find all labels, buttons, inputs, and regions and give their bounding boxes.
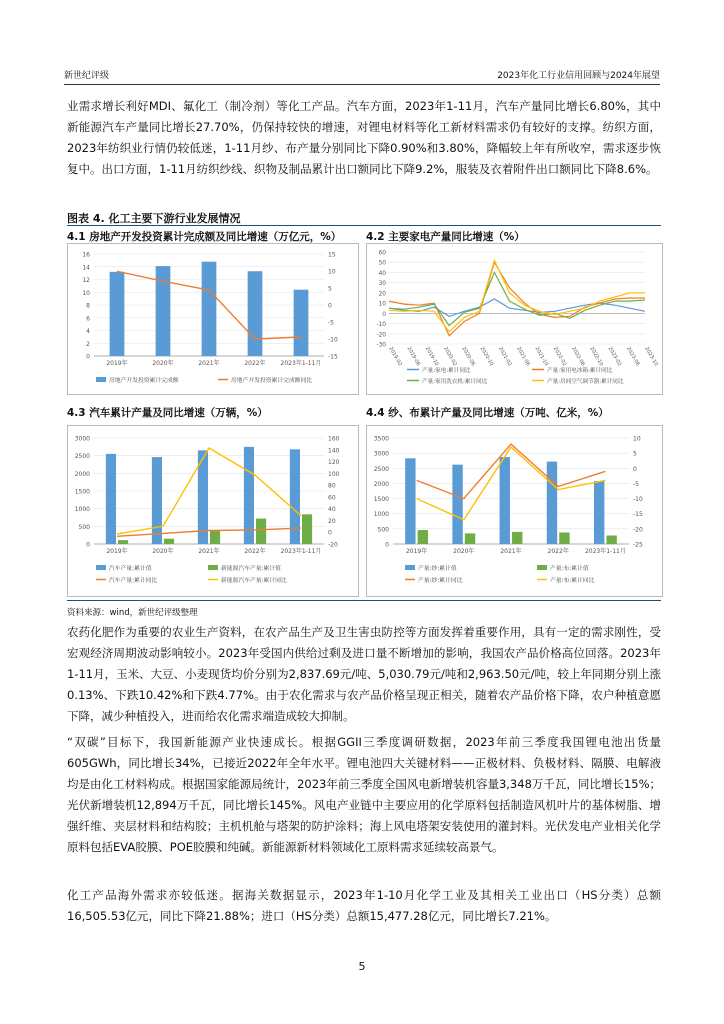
y2-tick-label: 120 (328, 459, 340, 467)
y2-tick-label: 10 (633, 435, 641, 443)
x-tick-label: 2020-06 (460, 346, 477, 368)
y-tick-label: 30 (378, 281, 386, 288)
legend-label: 产量:房间空气调节器:累计同比 (547, 379, 624, 385)
header-right: 2023年化工行业信用回顾与2024年展望 (497, 71, 660, 81)
chart-2-panel (366, 243, 663, 395)
x-tick-label: 2022年 (547, 548, 569, 555)
x-tick-label: 2021年 (500, 548, 522, 555)
y-tick-label: 0 (86, 353, 90, 361)
chart-1-svg (68, 244, 358, 394)
chart-1-title: 4.1 房地产开发投资累计完成额及同比增速（万亿元，%） (67, 231, 342, 243)
x-tick-label: 2019-02 (387, 346, 403, 368)
y2-tick-label: 0 (328, 529, 332, 537)
y-tick-label: 500 (377, 526, 389, 534)
bar (290, 449, 300, 544)
y2-tick-label: -5 (633, 480, 639, 488)
x-tick-label: 2020年 (152, 360, 174, 367)
chart-1-panel (67, 243, 359, 395)
x-tick-label: 2022-02 (551, 346, 568, 368)
legend-label: 产量:布:累计值 (550, 566, 589, 572)
bar (302, 514, 312, 544)
chart-4-svg (367, 426, 662, 596)
header-divider (64, 84, 660, 85)
chart-3-svg (68, 426, 358, 596)
y-tick-label: 50 (378, 260, 386, 267)
y-tick-label: 2000 (373, 480, 389, 488)
y2-tick-label: 10 (328, 268, 336, 276)
legend-label: 产量:家电:累计同比 (422, 368, 471, 374)
legend-label: 汽车产量:累计同比 (109, 578, 158, 584)
bar (202, 262, 217, 356)
bar (210, 531, 220, 544)
x-tick-label: 2022年 (244, 548, 266, 555)
bar (248, 271, 263, 356)
y2-tick-label: 20 (328, 517, 336, 525)
x-tick-label: 2022年 (244, 360, 266, 367)
source-divider (67, 600, 661, 601)
source-note: 资料来源：wind，新世纪评级整理 (67, 608, 198, 618)
y2-tick-label: -10 (633, 496, 643, 504)
y-tick-label: -20 (376, 332, 386, 339)
y2-tick-label: 15 (328, 251, 336, 259)
bar (547, 462, 557, 544)
y-tick-label: 0 (382, 311, 386, 318)
paragraph-1: 业需求增长利好MDI、氟化工（制冷剂）等化工产品。汽车方面，2023年1-11月，汽车产量同比增长6.80%，其中新能源汽车产量同比增长27.70%，仍保持较快的增速，对锂电材料等化工新材料需求仍有较好的支撑。纺织方面，2023年纺织业行情仍较低迷，1-11月纱、布产量分别同比下降0.90%和3.80%，降幅较上年有所收窄，需求逐步恢复中。出口方面，1-11月纺织纱线、织物及制品累计出口额同比下降9.2%，服装及衣着附件出口额同比下降8.6%。 (67, 99, 661, 176)
y2-tick-label: 5 (633, 450, 637, 458)
x-tick-label: 2023年1-11月 (280, 360, 322, 367)
y-tick-label: 60 (378, 250, 386, 257)
y2-tick-label: -20 (633, 526, 643, 534)
y-tick-label: 10 (82, 289, 90, 297)
legend-label: 房地产开发投资累计完成额同比 (231, 378, 313, 384)
bar (106, 454, 116, 544)
header-left: 新世纪评级 (64, 71, 110, 81)
x-tick-label: 2022-10 (588, 346, 605, 368)
legend-label: 汽车产量:累计值 (109, 566, 152, 572)
bar (110, 272, 125, 356)
y-tick-label: 20 (378, 291, 386, 298)
legend-swatch (96, 565, 106, 570)
chart-2-title: 4.2 主要家电产量同比增速（%） (366, 231, 525, 243)
x-tick-label: 2022-06 (570, 346, 586, 368)
y-tick-label: 12 (82, 277, 90, 284)
x-tick-label: 2019年 (405, 548, 428, 555)
legend-label: 新能源汽车产量:累计同比 (221, 578, 287, 584)
y-tick-label: 500 (78, 523, 90, 531)
page-header (64, 68, 660, 82)
y2-tick-label: 0 (633, 465, 637, 473)
paragraph-4: 化工产品海外需求亦较低迷。据海关数据显示，2023年1-10月化学工业及其相关工业出口（HS分类）总额16,505.53亿元，同比下降21.88%；进口（HS分类）总额15,477.28亿元，同比增长7.21%。 (67, 888, 661, 923)
legend-swatch (208, 565, 218, 570)
x-tick-label: 2021年 (198, 548, 220, 555)
y-tick-label: 1000 (74, 506, 90, 514)
x-tick-label: 2021-06 (515, 346, 531, 368)
x-tick-label: 2023-10 (643, 346, 659, 368)
y-tick-label: 0 (86, 541, 90, 549)
legend-label: 房地产开发投资累计完成额 (109, 378, 179, 384)
y-tick-label: 4 (86, 328, 90, 335)
bar (606, 536, 616, 544)
y-tick-label: 0 (385, 541, 389, 549)
legend-label: 产量:家用电冰箱:累计同比 (547, 368, 613, 374)
y2-tick-label: -15 (328, 353, 338, 361)
paragraph-3: “双碳”目标下，我国新能源产业快速成长。根据GGII三季度调研数据，2023年前三季度我国锂电池出货量605GWh，同比增长34%，已接近2022年全年水平。锂电池四大关键材料——正极材料、负极材料、隔膜、电解液均是由化工材料构成。根据国家能源局统计，2023年前三季度全国风电新增装机容量3,348万千瓦，同比增长15%；光伏新增装机12,894万千瓦，同比增长145%。风电产业链中主要应用的化学原料包括制造风机叶片的基体树脂、增强纤维、夹层材料和结构胶；主机机舱与塔架的防护涂料；海上风电塔架安装使用的灌封料。光伏发电产业相关化学原料包括EVA胶膜、POE胶膜和纯碱。新能源新材料领域化工原料需求延续较高景气。 (67, 735, 661, 854)
x-tick-label: 2020-02 (442, 346, 458, 368)
bar (500, 457, 510, 544)
x-tick-label: 2023年1-11月 (584, 548, 626, 555)
y-tick-label: -30 (376, 342, 386, 349)
y2-tick-label: -20 (328, 541, 338, 549)
bar (118, 540, 128, 544)
x-tick-label: 2023年1-11月 (280, 548, 322, 555)
y-tick-label: 10 (378, 301, 386, 308)
y-tick-label: 14 (82, 264, 90, 272)
y2-tick-label: 60 (328, 494, 336, 502)
y-tick-label: 6 (86, 315, 90, 323)
chart-2-svg (367, 244, 662, 394)
series-line (417, 444, 606, 499)
y2-tick-label: -25 (633, 541, 643, 549)
y-tick-label: 1000 (373, 511, 389, 519)
x-tick-label: 2023-02 (606, 346, 623, 368)
x-tick-label: 2019-06 (405, 346, 422, 368)
x-tick-label: 2019年 (106, 548, 128, 555)
x-tick-label: 2019-10 (423, 346, 440, 368)
page-number: 5 (358, 960, 366, 973)
x-tick-label: 2020年 (453, 548, 475, 555)
y-tick-label: 16 (82, 251, 90, 259)
y2-tick-label: 0 (328, 302, 332, 310)
y-tick-label: 2500 (373, 465, 389, 473)
y2-tick-label: 160 (328, 435, 340, 443)
figure-title: 图表 4. 化工主要下游行业发展情况 (67, 212, 241, 225)
legend-label: 产量:纱:累计同比 (418, 578, 463, 584)
legend-swatch (96, 377, 106, 382)
x-tick-label: 2019年 (106, 360, 128, 367)
figure-title-divider (67, 225, 661, 226)
x-tick-label: 2023-06 (624, 346, 641, 368)
chart-3-panel (67, 425, 359, 597)
legend-label: 产量:家用洗衣机:累计同比 (422, 379, 488, 385)
y-tick-label: 40 (378, 270, 386, 277)
y-tick-label: 3000 (373, 450, 389, 458)
x-tick-label: 2021-02 (496, 346, 513, 368)
x-tick-label: 2020-10 (478, 346, 495, 368)
y2-tick-label: 40 (328, 506, 336, 514)
y2-tick-label: 5 (328, 285, 332, 293)
x-tick-label: 2021年 (198, 360, 220, 367)
paragraph-2: 农药化肥作为重要的农业生产资料，在农产品生产及卫生害虫防控等方面发挥着重要作用，具有一定的需求刚性，受宏观经济周期波动影响较小。2023年受国内供给过剩及进口量不断增加的影响，我国农产品价格高位回落。2023年1-11月，玉米、大豆、小麦现货均价分别为2,837.69元/吨、5,030.79元/吨和2,963.50元/吨，较上年同期分别上涨0.13%、下跌10.42%和下跌4.77%。由于农化需求与农产品价格呈现正相关，随着农产品价格下降，农户种植意愿下降，减少种植投入，进而给农化需求端造成较大抑制。 (67, 625, 661, 723)
y-tick-label: 2 (86, 340, 90, 348)
y2-tick-label: 80 (328, 482, 336, 490)
y-tick-label: -10 (376, 322, 386, 329)
bar (452, 465, 462, 544)
chart-3-title: 4.3 汽车累计产量及同比增速（万辆，%） (67, 407, 268, 419)
y2-tick-label: -15 (633, 511, 643, 519)
y2-tick-label: 100 (328, 470, 340, 478)
bar (594, 481, 604, 544)
y-tick-label: 1500 (74, 488, 90, 496)
y2-tick-label: -10 (328, 336, 338, 344)
bar (465, 533, 475, 544)
y-tick-label: 2500 (74, 453, 90, 461)
y-tick-label: 3000 (74, 435, 90, 443)
legend-label: 产量:布:累计同比 (550, 578, 595, 584)
legend-swatch (405, 565, 415, 570)
chart-4-panel (366, 425, 663, 597)
x-tick-label: 2020年 (152, 548, 174, 555)
legend-label: 产量:纱:累计值 (418, 566, 457, 572)
bar (152, 457, 162, 544)
bar (294, 290, 309, 356)
bar (559, 532, 569, 544)
bar (256, 519, 266, 544)
y-tick-label: 8 (86, 302, 90, 310)
x-tick-label: 2021-10 (533, 346, 550, 368)
legend-swatch (537, 565, 547, 570)
bar (405, 458, 415, 544)
y2-tick-label: -5 (328, 319, 334, 327)
bar (512, 532, 522, 544)
chart-4-title: 4.4 纱、布累计产量及同比增速（万吨、亿米，%） (366, 407, 609, 419)
y-tick-label: 2000 (74, 470, 90, 478)
y-tick-label: 3500 (373, 435, 389, 443)
y-tick-label: 1500 (373, 496, 389, 504)
legend-label: 新能源汽车产量:累计值 (221, 566, 281, 572)
bar (164, 539, 174, 544)
bar (418, 530, 428, 544)
y2-tick-label: 140 (328, 447, 340, 455)
